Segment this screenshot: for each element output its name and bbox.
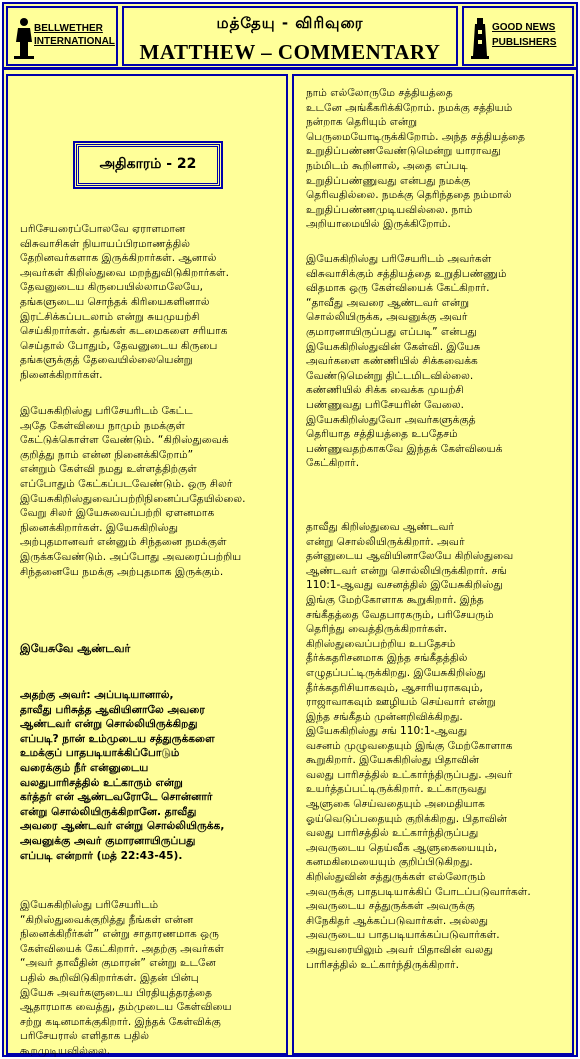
tower-icon [470,16,490,60]
title-tamil: மத்தேயு - விரிவுரை [216,14,364,32]
header-title-box [122,6,458,66]
left-column [6,74,288,1055]
left-paragraph-2: இயேசுகிறிஸ்து பரிசேயரிடம் கேட்ட அதே கேள்வியை நாமும் நமக்குள் கேட்டுக்கொள்ள வேண்டும். “கிறிஸ்துவைக் குறித்து நாம் என்ன நினைக்கிறோம்” என்றும் கேள்வி நமது உள்ளத்திற்குள் எப்போதும் கேட்கப்படவேண்டும். ஒரு சிலர் இயேசுகிறிஸ்துவைப்பற்றிநினைப்பதேயில்லை. வேறு சிலர் இயேசுவைப்பற்றி ஏளனமாக நினைக்கிறார்கள். இயேசுகிறிஸ்து அற்புதமானவர் என்னும் சிந்தனை நமக்குள் இருக்கவேண்டும். அப்போது அவரைப்பற்றிய சிந்தனையே நமக்கு அற்புதமாக இருக்கும். [20,405,246,578]
good-news-logo-text [492,20,556,50]
good-news-logo [462,6,574,66]
title-english: MATTHEW – COMMENTARY [139,40,441,64]
bellwether-logo-text [34,22,115,48]
left-paragraph-4: இயேசுகிறிஸ்து பரிசேயரிடம் “கிறிஸ்துவைக்குறித்து நீங்கள் என்ன நினைக்கிறீர்கள்” என்று சாதாரணமாக ஒரு கேள்வியைக் கேட்கிறார். அதற்கு அவர்கள் “அவர் தாவீதின் குமாரன்” என்று உடனே பதில் கூறிவிடுகிறார்கள். இதன் பின்பு இயேசு அவர்களுடைய பிரதியுத்தரத்தை ஆதாரமாக வைத்து, தம்முடைய கேள்வியை சற்று கடினமாக்குகிறார். இந்தக் கேள்விக்கு பரிசேயரால் எளிதாக பதில் கூறமுடியவில்லை. [20,899,232,1057]
header [4,4,576,70]
logo-left-line1: BELLWETHER [34,23,103,34]
section-heading: இயேசுவே ஆண்டவர் [20,642,131,655]
logo-left-line2: INTERNATIONAL [34,36,115,47]
left-paragraph-1: பரிசேயரைப்போலவே ஏராளமான விசுவாசிகள் நியாயப்பிரமாணத்தில் தேறினவர்களாக இருக்கிறார்கள். ஆனால் அவர்கள் கிறிஸ்துவை மறந்துவிடுகிறார்கள். தேவனுடைய கிருபையில்லாமலேயே, தங்களுடைய சொந்தக் கிரியைகளினால் இரட்சிக்கப்படலாம் என்று சுயமுயற்சி செய்கிறார்கள். தங்கள் கடமைகளை சரியாக செய்தால் போதும், தேவனுடைய கிருபை தங்களுக்குத் தேவையில்லையென்று நினைக்கிறார்கள். [20,223,229,381]
bellwether-logo [6,6,118,66]
scripture-quote: அதற்கு அவர்: அப்படியானால், தாவீது பரிசுத்த ஆவியினாலே அவரை ஆண்டவர் என்று சொல்லியிருக்கிறது எப்படி? நான் உம்முடைய சத்துருக்களை உமக்குப் பாதபடியாக்கிப்போடும் வரைக்கும் நீர் என்னுடைய வலதுபாரிசத்தில் உட்காரும் என்று கர்த்தர் என் ஆண்டவரோடே சொன்னார் என்று சொல்லியிருக்கிறானே. தாவீது அவரை ஆண்டவர் என்று சொல்லியிருக்க, அவனுக்கு அவர் குமாரனாயிருப்பது எப்படி என்றார் (மத் 22:43-45). [20,689,225,862]
right-paragraph-3: தாவீது கிறிஸ்துவை ஆண்டவர் என்று சொல்லியிருக்கிறார். அவர் தன்னுடைய ஆவியினாலேயே கிறிஸ்துவை ஆண்டவர் என்று சொல்லியிருக்கிறார். சங் 110:1-ஆவது வசனத்தில் இயேசுகிறிஸ்து இங்கு மேற்கோளாக கூறுகிறார். இந்த சங்கீதத்தை வேதபாரகரும், பரிசேயரும் தெரிந்து வைத்திருக்கிறார்கள். கிறிஸ்துவைப்பற்றிய உபதேசம் தீர்க்கதரிசனமாக இந்த சங்கீதத்தில் எழுதப்பட்டிருக்கிறது. இயேசுகிறிஸ்து தீர்க்கதரிசியாகவும், ஆசாரியராகவும், ராஜாவாகவும் ஊழியம் செய்வார் என்று இந்த சங்கீதம் முன்னறிவிக்கிறது. [306,521,514,723]
right-paragraph-1: நாம் எல்லோருமே சத்தியத்தை உடனே அங்கீகரிக்கிறோம். நமக்கு சத்தியம் நன்றாக தெரியும் என்று பெருமையோடிருக்கிறோம். அந்த சத்தியத்தை உறுதிப்பண்ணவேண்டுமென்று யாராவது நம்மிடம் கூறினால், அதை எப்படி உறுதிப்பண்ணுவது என்பது நமக்கு தெரிவதில்லை. நமக்கு தெரிந்ததை நம்மால் உறுதிப்பண்ணமுடியவில்லை. நாம் அறியாமையில் இருக்கிறோம். [306,87,526,231]
right-paragraph-4: இயேசுகிறிஸ்து சங் 110:1-ஆவது வசனம் முழுவதையும் இங்கு மேற்கோளாக கூறுகிறார். இயேசுகிறிஸ்து பிதாவின் வலது பாரிசத்தில் உட்கார்ந்திருப்பது. அவர் உயர்த்தப்பட்டிருக்கிறார். உட்காருவது ஆளுகை செய்வதையும் அமைதியாக ஓய்வெடுப்பதையும் குறிக்கிறது. பிதாவின் வலது பாரிசத்தில் உட்கார்ந்திருப்பது அவருடைய தெய்வீக ஆளுகையையும், கனமகிமையையும் குறிப்பிடுகிறது. கிறிஸ்துவின் சத்துருக்கள் எல்லோரும் அவருக்கு பாதபடியாக்கிப் போடப்படுவார்கள். அவருடைய சத்துருக்கள் அவருக்கு சிநேகிதர் ஆக்கப்படுவார்கள். அல்லது அவருடைய பாதபடியாக்கப்படுவார்கள். அதுவரையிலும் அவர் பிதாவின் வலது பாரிசத்தில் உட்கார்ந்திருக்கிறார். [306,725,531,971]
chapter-heading: அதிகாரம் - 22 [76,144,220,186]
right-column [292,74,574,1055]
right-paragraph-2: இயேசுகிறிஸ்து பரிசேயரிடம் அவர்கள் விசுவாசிக்கும் சத்தியத்தை உறுதிபண்ணும் விதமாக ஒரு கேள்வியைக் கேட்கிறார். “தாவீது அவரை ஆண்டவர் என்று சொல்லியிருக்க, அவனுக்கு அவர் குமாரனாயிருப்பது எப்படி” என்பது இயேசுகிறிஸ்துவின் கேள்வி. இயேசு அவர்களை கண்ணியில் சிக்கவைக்க வேண்டுமென்று திட்டமிடவில்லை. கண்ணியில் சிக்க வைக்க முயற்சி பண்ணுவது பரிசேயரின் வேலை. இயேசுகிறிஸ்துவோ அவர்களுக்குத் தெரியாத சத்தியத்தை உபதேசம் பண்ணுவதற்காகவே இந்தக் கேள்வியைக் கேட்கிறார். [306,253,507,470]
logo-right-line1: GOOD NEWS [492,22,556,33]
logo-right-line2: PUBLISHERS [492,37,557,48]
reader-figure-icon [14,16,34,60]
page-frame [2,2,578,1057]
